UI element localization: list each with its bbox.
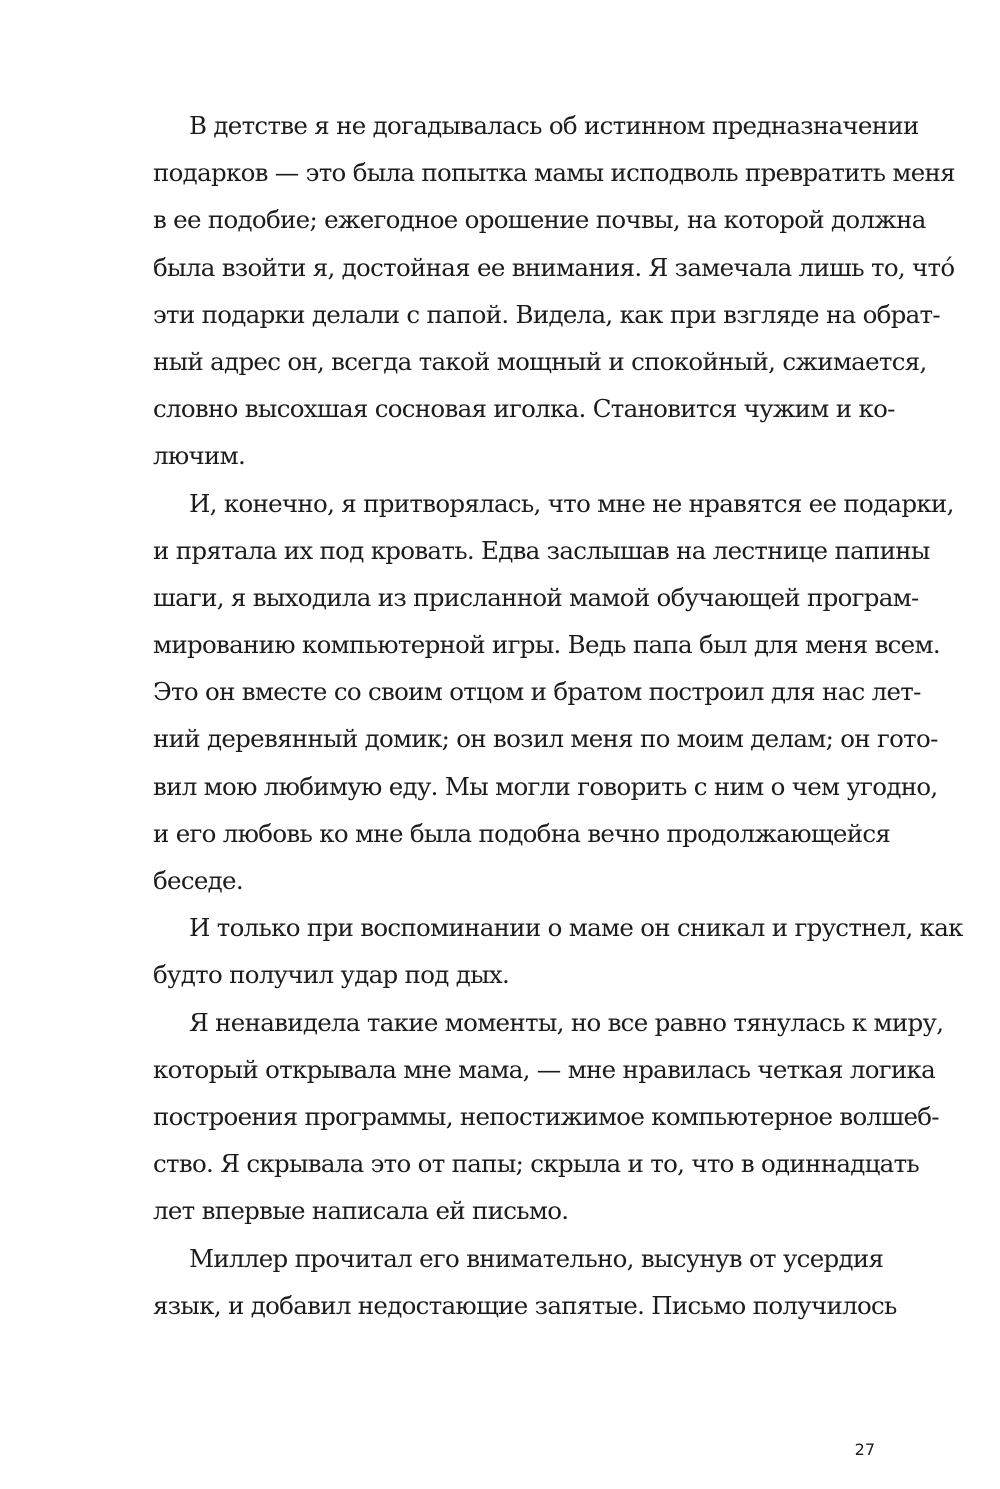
text-line: ный адрес он, всегда такой мощный и спокойный, сжимается,: [153, 346, 927, 376]
text-line: вил мою любимую еду. Мы могли говорить с ним о чем угодно,: [153, 771, 938, 801]
text-line: Миллер прочитал его внимательно, высунув от усердия: [189, 1243, 884, 1273]
text-line: лет впервые написала ей письмо.: [153, 1196, 569, 1226]
text-line: В детстве я не догадывалась об истинном предназначении: [189, 111, 919, 140]
text-line: мированию компьютерной игры. Ведь папа был для меня всем.: [153, 630, 940, 660]
text-line: беседе.: [153, 866, 243, 895]
text-line: и прятала их под кровать. Едва заслышав на лестнице папины: [153, 535, 930, 565]
text-line: в ее подобие; ежегодное орошение почвы, на которой должна: [153, 205, 926, 235]
text-line: Это он вместе со своим отцом и братом построил для нас лет-: [153, 677, 921, 707]
text-line: И только при воспоминании о маме он сникал и грустнел, как: [189, 913, 963, 943]
body-text: [153, 102, 963, 1329]
text-line: Я ненавидела такие моменты, но все равно тянулась к миру,: [189, 1007, 944, 1037]
text-line: и его любовь ко мне была подобна вечно продолжающейся: [153, 818, 891, 848]
page-number: 27: [854, 1440, 875, 1459]
text-line: шаги, я выходила из присланной мамой обучающей програм-: [153, 582, 919, 612]
text-line: И, конечно, я притворялась, что мне не нравятся ее подарки,: [189, 488, 954, 518]
text-line: который открывала мне мама, — мне нравилась четкая логика: [153, 1054, 936, 1084]
text-line: ство. Я скрывала это от папы; скрыла и то, что в одиннадцать: [153, 1149, 920, 1179]
text-line: построения программы, непостижимое компьютерное волшеб-: [153, 1101, 939, 1131]
text-line: подарков — это была попытка мамы исподволь превратить меня: [153, 158, 955, 188]
text-line: лючим.: [153, 441, 246, 471]
text-line: язык, и добавил недостающие запятые. Письмо получилось: [153, 1290, 897, 1320]
text-line: словно высохшая сосновая иголка. Становится чужим и ко-: [153, 394, 895, 424]
text-line: эти подарки делали с папой. Видела, как при взгляде на обрат-: [153, 299, 940, 329]
text-line: будто получил удар под дых.: [153, 960, 510, 990]
text-line: была взойти я, достойная ее внимания. Я замечала лишь то, что́: [153, 252, 955, 282]
text-line: ний деревянный домик; он возил меня по моим делам; он гото-: [153, 724, 938, 754]
